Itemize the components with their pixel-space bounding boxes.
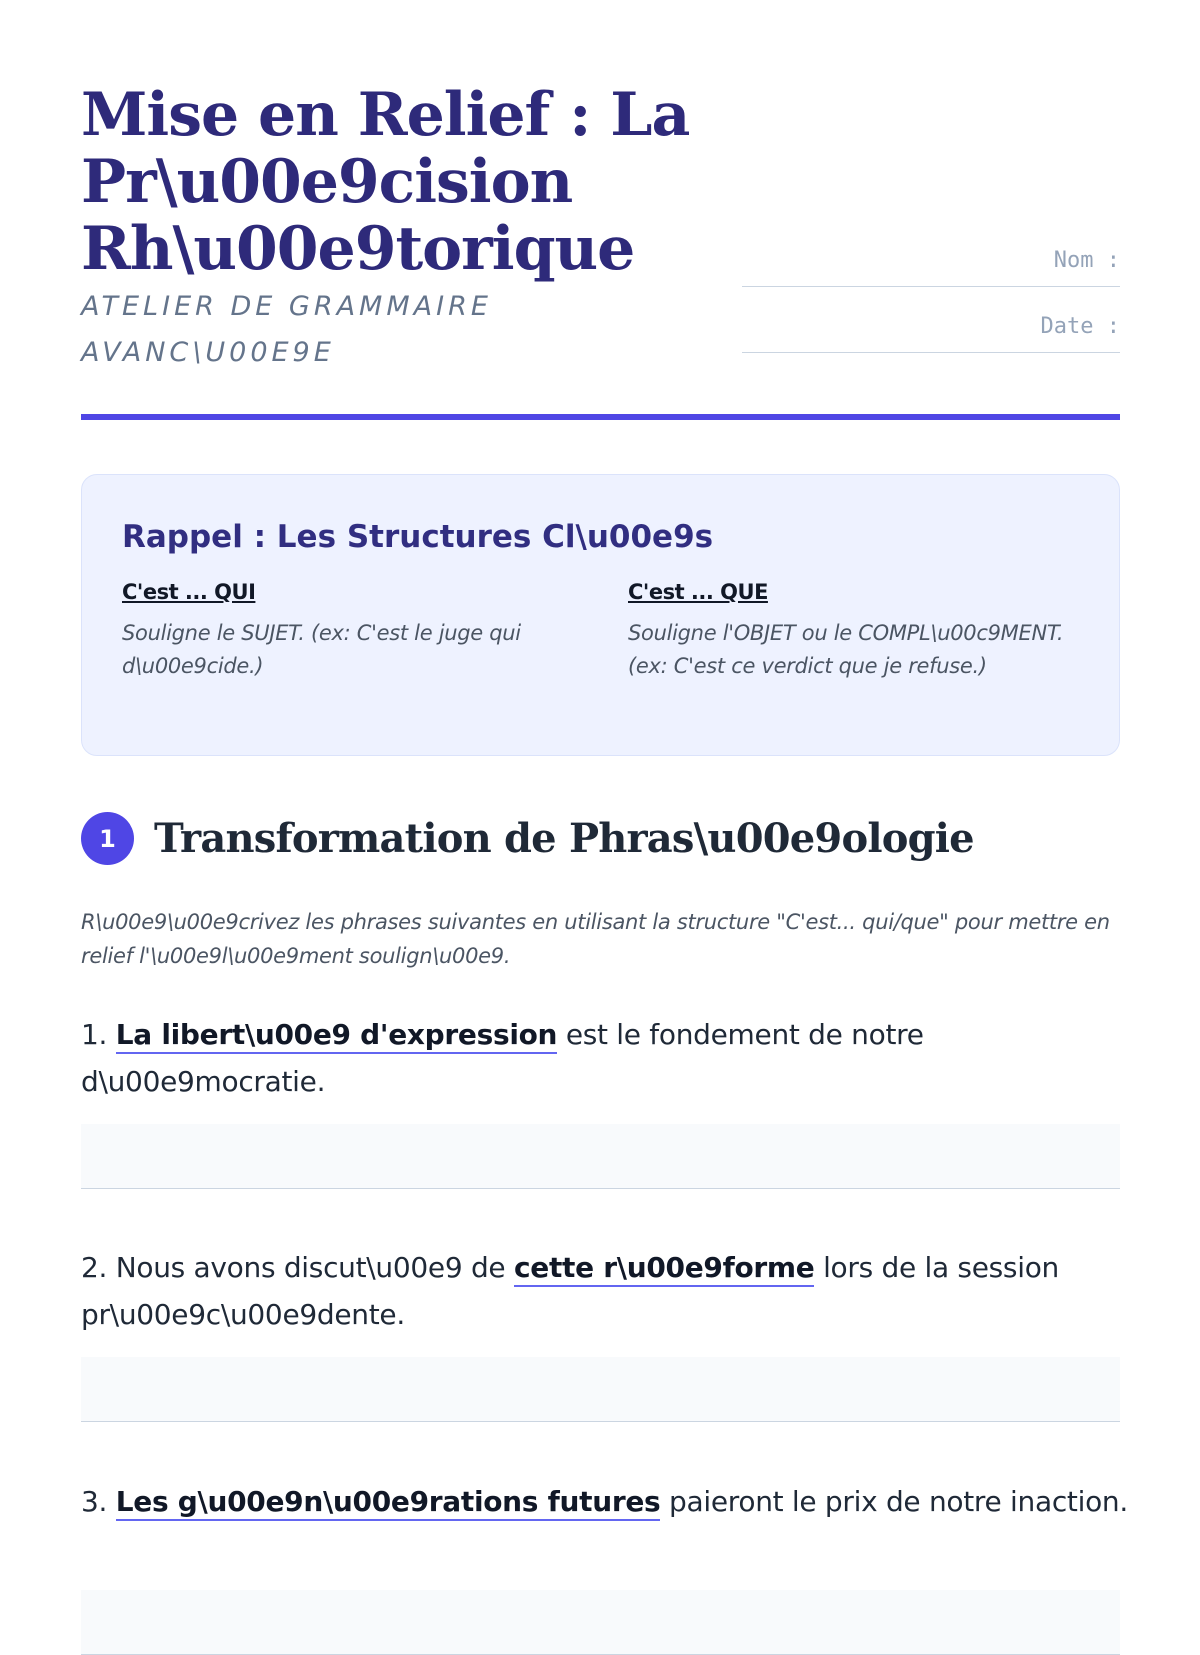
date-field[interactable] [742,312,1120,353]
exercise-lead: Nous avons discut\u00e9 de [115,1251,506,1284]
underlined-element: cette r\u00e9forme [514,1251,815,1287]
answer-field[interactable] [81,1357,1120,1422]
reminder-description: Souligne le SUJET. (ex: C'est le juge qui d\u00e9cide.) [122,621,521,678]
exercise-sentence [81,1478,1131,1525]
header-divider [81,414,1120,420]
name-field[interactable] [742,246,1120,287]
section-title: Transformation de Phras\u00e9ologie [154,815,974,862]
reminder-description: Souligne l'OBJET ou le COMPL\u00c9MENT. (ex: C'est ce verdict que je refuse.) [628,621,1064,678]
reminder-column-que [628,577,1078,683]
exercise-rest: paieront le prix de notre inaction. [669,1485,1128,1518]
exercise-sentence [81,1244,1131,1338]
name-label: Nom : [1053,248,1120,273]
exercise-number: 3. [81,1485,108,1518]
exercise-number: 1. [81,1018,108,1051]
exercise-rest: est le fondement de notre d\u00e9mocratie. [81,1018,924,1098]
reminder-title: Rappel : Les Structures Cl\u00e9s [122,519,714,555]
date-label: Date : [1040,314,1120,339]
underlined-element: La libert\u00e9 d'expression [116,1018,557,1054]
reminder-label: C'est ... QUI [122,580,256,604]
exercise-rest: lors de la session pr\u00e9c\u00e9dente. [81,1251,1059,1331]
reminder-column-qui [122,577,572,683]
exercise-number: 2. [81,1251,108,1284]
answer-field[interactable] [81,1124,1120,1189]
exercise-sentence [81,1011,1131,1105]
page-title: Mise en Relief : La Pr\u00e9cision Rh\u00e9torique [81,80,690,284]
reminder-box [81,474,1120,756]
reminder-label: C'est ... QUE [628,580,768,604]
page-subtitle: ATELIER DE GRAMMAIRE AVANC\U00E9E [81,291,492,368]
section-number-badge: 1 [81,812,134,865]
underlined-element: Les g\u00e9n\u00e9rations futures [116,1485,661,1521]
section-instructions: R\u00e9\u00e9crivez les phrases suivantes en utilisant la structure "C'est... qui/que" pour mettre en relief l'\u00e9l\u00e9ment soulign\u00e9. [81,910,1110,968]
